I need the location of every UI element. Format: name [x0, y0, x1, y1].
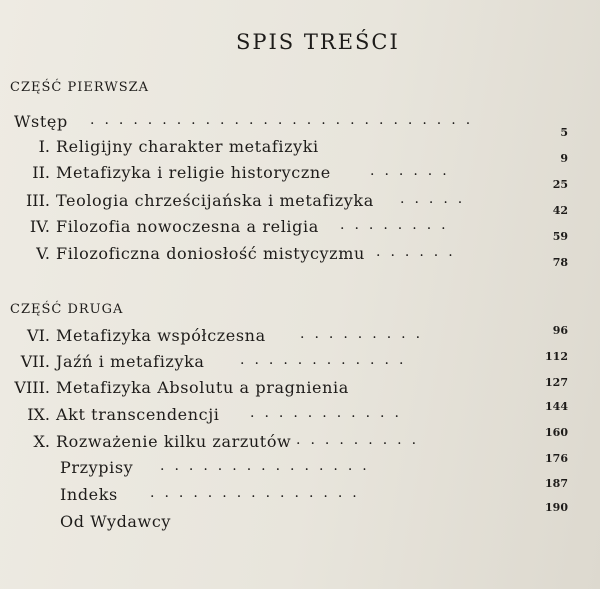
entry-page: 78: [552, 256, 568, 269]
leader-dots: ...............: [160, 458, 377, 474]
part-heading-first: CZĘŚĆ PIERWSZA: [10, 80, 150, 95]
entry-page: 96: [552, 324, 568, 337]
toc-entry-page: [0, 256, 600, 280]
entry-label: Metafizyka i religie historyczne: [56, 163, 331, 182]
entry-number: I.: [38, 137, 50, 156]
toc-entry-page: [0, 501, 600, 525]
toc-entry-page: [0, 400, 600, 424]
entry-page: 127: [545, 376, 568, 389]
entry-number: X.: [33, 432, 50, 451]
leader-dots: ........: [340, 217, 456, 233]
leader-dots: ............: [240, 352, 414, 368]
entry-page: 187: [545, 477, 568, 490]
entry-label: Religijny charakter metafizyki: [56, 137, 319, 156]
entry-label: Filozoficzna doniosłość mistycyzmu: [56, 244, 365, 263]
leader-dots: .....: [400, 191, 473, 207]
entry-page: 42: [552, 204, 568, 217]
entry-page: 190: [545, 501, 568, 514]
entry-page: 25: [552, 178, 568, 191]
leader-dots: ...............: [150, 485, 367, 501]
entry-number: III.: [25, 191, 50, 210]
entry-number: VII.: [20, 352, 50, 371]
entry-page: 9: [560, 152, 568, 165]
entry-number: IV.: [29, 217, 50, 236]
toc-entry-page: [0, 426, 600, 450]
leader-dots: .........: [300, 326, 431, 342]
entry-label: Wstęp: [14, 112, 68, 131]
entry-label: Od Wydawcy: [60, 512, 172, 531]
leader-dots: ...........: [250, 405, 409, 421]
toc-entry-page: [0, 324, 600, 348]
entry-label: Akt transcendencji: [56, 405, 220, 424]
entry-number: VIII.: [14, 378, 50, 397]
entry-page: 112: [545, 350, 568, 363]
entry-number: VI.: [27, 326, 50, 345]
entry-number: IX.: [27, 405, 50, 424]
entry-page: 59: [552, 230, 568, 243]
entry-label: Metafizyka Absolutu a pragnienia: [56, 378, 349, 397]
entry-page: 176: [545, 452, 568, 465]
leader-dots: ......: [376, 244, 463, 260]
entry-label: Metafizyka współczesna: [56, 326, 266, 345]
leader-dots: .........: [296, 432, 427, 448]
toc-entry-page: [0, 376, 600, 400]
entry-page: 144: [545, 400, 568, 413]
leader-dots: ...........................: [90, 112, 481, 128]
toc-entry-page: [0, 452, 600, 476]
entry-page: 5: [560, 126, 568, 139]
entry-label: Rozważenie kilku zarzutów: [56, 432, 292, 451]
entry-label: Filozofia nowoczesna a religia: [56, 217, 319, 236]
leader-dots: ......: [370, 163, 457, 179]
entry-label: Jaźń i metafizyka: [56, 352, 205, 371]
toc-entry-page: [0, 350, 600, 374]
page-title: SPIS TREŚCI: [236, 30, 400, 54]
entry-number: V.: [36, 244, 50, 263]
entry-label: Indeks: [60, 485, 118, 504]
entry-label: Teologia chrześcijańska i metafizyka: [56, 191, 374, 210]
toc-entry-page: [0, 477, 600, 501]
entry-page: 160: [545, 426, 568, 439]
entry-number: II.: [32, 163, 50, 182]
entry-label: Przypisy: [60, 458, 134, 477]
part-heading-second: CZĘŚĆ DRUGA: [10, 302, 124, 317]
